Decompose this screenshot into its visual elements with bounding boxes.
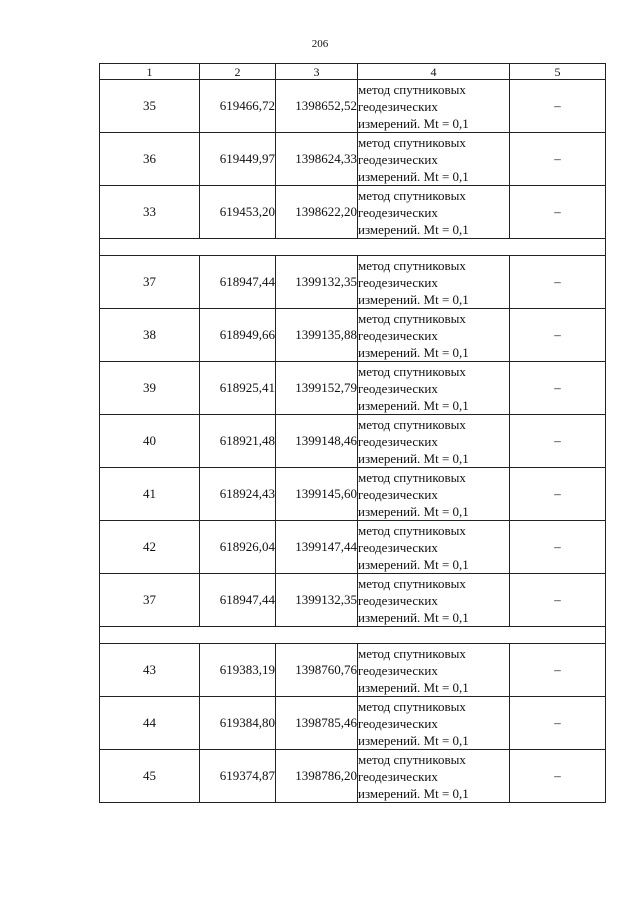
method-cell: [358, 574, 510, 627]
table-row: [100, 256, 606, 309]
table-row: [100, 644, 606, 697]
header-cell-3: 3: [276, 64, 358, 80]
y-coordinate-cell: 1399148,46: [276, 415, 358, 468]
x-coordinate-cell: 618924,43: [200, 468, 276, 521]
method-line: метод спутниковых: [358, 469, 466, 485]
method-cell: [358, 644, 510, 697]
table-row: [100, 186, 606, 239]
point-number-cell: 37: [100, 574, 200, 627]
y-coordinate-cell: 1399147,44: [276, 521, 358, 574]
method-line: метод спутниковых: [358, 416, 466, 432]
x-coordinate-cell: 619384,80: [200, 697, 276, 750]
header-cell-1: 1: [100, 64, 200, 80]
point-number-cell: 40: [100, 415, 200, 468]
y-coordinate-cell: 1398785,46: [276, 697, 358, 750]
y-coordinate-cell: 1398624,33: [276, 133, 358, 186]
method-line: измерений. Mt = 0,1: [358, 221, 469, 237]
note-cell: –: [510, 415, 606, 468]
header-cell-4: 4: [358, 64, 510, 80]
x-coordinate-cell: 618921,48: [200, 415, 276, 468]
method-line: метод спутниковых: [358, 257, 466, 273]
note-cell: –: [510, 309, 606, 362]
table-row: [100, 697, 606, 750]
method-line: геодезических: [358, 662, 438, 678]
method-cell: [358, 468, 510, 521]
method-line: измерений. Mt = 0,1: [358, 679, 469, 695]
note-cell: –: [510, 133, 606, 186]
y-coordinate-cell: 1399132,35: [276, 574, 358, 627]
method-line: метод спутниковых: [358, 645, 466, 661]
method-line: измерений. Mt = 0,1: [358, 732, 469, 748]
method-line: геодезических: [358, 151, 438, 167]
method-cell: [358, 80, 510, 133]
x-coordinate-cell: 618949,66: [200, 309, 276, 362]
point-number-cell: 36: [100, 133, 200, 186]
point-number-cell: 39: [100, 362, 200, 415]
y-coordinate-cell: 1398622,20: [276, 186, 358, 239]
x-coordinate-cell: 619383,19: [200, 644, 276, 697]
table-header-row: [100, 64, 606, 80]
method-line: измерений. Mt = 0,1: [358, 785, 469, 801]
y-coordinate-cell: 1399152,79: [276, 362, 358, 415]
page-number: 206: [311, 38, 329, 50]
method-line: метод спутниковых: [358, 310, 466, 326]
y-coordinate-cell: 1398760,76: [276, 644, 358, 697]
x-coordinate-cell: 619449,97: [200, 133, 276, 186]
table-row: [100, 521, 606, 574]
method-line: геодезических: [358, 592, 438, 608]
table-row: [100, 133, 606, 186]
method-line: измерений. Mt = 0,1: [358, 291, 469, 307]
method-line: геодезических: [358, 768, 438, 784]
method-line: метод спутниковых: [358, 134, 466, 150]
table-row: [100, 574, 606, 627]
point-number-cell: 41: [100, 468, 200, 521]
point-number-cell: 38: [100, 309, 200, 362]
x-coordinate-cell: 618926,04: [200, 521, 276, 574]
point-number-cell: 37: [100, 256, 200, 309]
table-row: [100, 80, 606, 133]
method-line: измерений. Mt = 0,1: [358, 115, 469, 131]
method-cell: [358, 186, 510, 239]
y-coordinate-cell: 1399145,60: [276, 468, 358, 521]
note-cell: –: [510, 362, 606, 415]
method-cell: [358, 521, 510, 574]
section-separator-row: [100, 627, 606, 644]
y-coordinate-cell: 1399135,88: [276, 309, 358, 362]
method-line: метод спутниковых: [358, 187, 466, 203]
method-line: измерений. Mt = 0,1: [358, 556, 469, 572]
method-cell: [358, 750, 510, 803]
note-cell: –: [510, 697, 606, 750]
method-cell: [358, 309, 510, 362]
section-separator-row: [100, 239, 606, 256]
method-line: геодезических: [358, 274, 438, 290]
note-cell: –: [510, 574, 606, 627]
y-coordinate-cell: 1398786,20: [276, 750, 358, 803]
separator-cell: [100, 627, 606, 644]
method-line: метод спутниковых: [358, 751, 466, 767]
note-cell: –: [510, 256, 606, 309]
note-cell: –: [510, 750, 606, 803]
method-line: геодезических: [358, 327, 438, 343]
method-line: измерений. Mt = 0,1: [358, 344, 469, 360]
note-cell: –: [510, 521, 606, 574]
method-line: геодезических: [358, 380, 438, 396]
method-line: измерений. Mt = 0,1: [358, 450, 469, 466]
point-number-cell: 33: [100, 186, 200, 239]
table-row: [100, 750, 606, 803]
y-coordinate-cell: 1398652,52: [276, 80, 358, 133]
table-row: [100, 309, 606, 362]
table-row: [100, 362, 606, 415]
method-line: метод спутниковых: [358, 81, 466, 97]
x-coordinate-cell: 619453,20: [200, 186, 276, 239]
table-row: [100, 468, 606, 521]
method-line: геодезических: [358, 539, 438, 555]
point-number-cell: 45: [100, 750, 200, 803]
x-coordinate-cell: 618947,44: [200, 574, 276, 627]
method-line: метод спутниковых: [358, 698, 466, 714]
method-line: геодезических: [358, 204, 438, 220]
method-cell: [358, 362, 510, 415]
separator-cell: [100, 239, 606, 256]
method-line: метод спутниковых: [358, 575, 466, 591]
y-coordinate-cell: 1399132,35: [276, 256, 358, 309]
method-line: геодезических: [358, 433, 438, 449]
header-cell-2: 2: [200, 64, 276, 80]
coordinates-table: [99, 63, 606, 803]
note-cell: –: [510, 468, 606, 521]
method-cell: [358, 415, 510, 468]
point-number-cell: 35: [100, 80, 200, 133]
method-cell: [358, 133, 510, 186]
x-coordinate-cell: 618925,41: [200, 362, 276, 415]
note-cell: –: [510, 644, 606, 697]
method-line: метод спутниковых: [358, 522, 466, 538]
x-coordinate-cell: 619466,72: [200, 80, 276, 133]
point-number-cell: 43: [100, 644, 200, 697]
note-cell: –: [510, 186, 606, 239]
method-cell: [358, 256, 510, 309]
table-row: [100, 415, 606, 468]
method-line: метод спутниковых: [358, 363, 466, 379]
table-body: [100, 64, 606, 803]
method-line: измерений. Mt = 0,1: [358, 397, 469, 413]
method-line: измерений. Mt = 0,1: [358, 503, 469, 519]
x-coordinate-cell: 619374,87: [200, 750, 276, 803]
method-line: геодезических: [358, 715, 438, 731]
point-number-cell: 42: [100, 521, 200, 574]
method-line: измерений. Mt = 0,1: [358, 609, 469, 625]
point-number-cell: 44: [100, 697, 200, 750]
method-line: геодезических: [358, 486, 438, 502]
header-cell-5: 5: [510, 64, 606, 80]
method-cell: [358, 697, 510, 750]
note-cell: –: [510, 80, 606, 133]
method-line: измерений. Mt = 0,1: [358, 168, 469, 184]
method-line: геодезических: [358, 98, 438, 114]
x-coordinate-cell: 618947,44: [200, 256, 276, 309]
